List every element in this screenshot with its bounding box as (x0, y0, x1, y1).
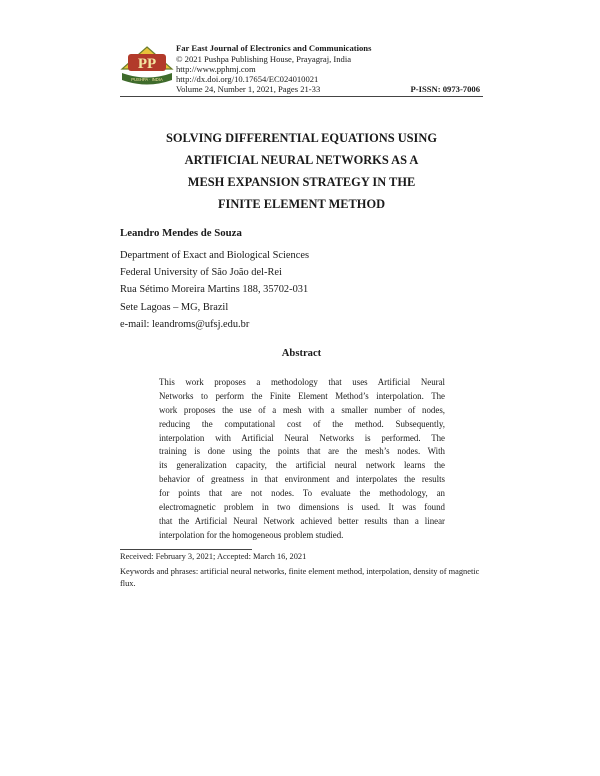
logo-letters: PP (137, 56, 157, 72)
abstract-line: interpolation with Artificial Neural Networks is performed. The (159, 432, 445, 443)
received-dates: Received: February 3, 2021; Accepted: March 16, 2021 (120, 552, 307, 561)
abstract-line: reducing the computational cost of the method. Subsequently, (159, 418, 445, 429)
publisher-logo (120, 46, 174, 88)
logo-ribbon: PUSHPA · INDIA (131, 77, 163, 82)
abstract-line: behavior of greatness in that environment and interpolates the results (159, 474, 445, 485)
copyright: © 2021 Pushpa Publishing House, Prayagraj, India (176, 54, 352, 64)
abstract-heading: Abstract (281, 348, 322, 359)
abstract-line: This work proposes a methodology that uses Artificial Neural (159, 377, 445, 387)
title-line: MESH EXPANSION STRATEGY IN THE (187, 175, 416, 189)
affiliation-line: Department of Exact and Biological Sciences (120, 250, 309, 261)
affiliation-line: Rua Sétimo Moreira Martins 188, 35702-031 (120, 284, 309, 296)
header-divider (120, 96, 483, 97)
abstract-line: Networks to perform the Finite Element Method’s interpolation. The (159, 390, 445, 401)
paper-title (120, 127, 483, 215)
title-line: FINITE ELEMENT METHOD (217, 197, 386, 211)
email-link[interactable]: e-mail: leandroms@ufsj.edu.br (120, 318, 250, 330)
volume-info: Volume 24, Number 1, 2021, Pages 21-33 (176, 84, 321, 94)
abstract-line: electromagnetic problem in two dimensions is used. It was found (159, 502, 445, 513)
title-line: SOLVING DIFFERENTIAL EQUATIONS USING (166, 131, 437, 145)
journal-name: Far East Journal of Electronics and Communications (176, 43, 372, 53)
affiliation (120, 247, 309, 333)
abstract-line: its generalization capacity, the artificial neural network learns the (159, 460, 445, 471)
affiliation-line: Sete Lagoas – MG, Brazil (120, 301, 229, 313)
abstract-line: that the Artificial Neural Network achieved better results than a linear (159, 515, 445, 526)
author-name: Leandro Mendes de Souza (120, 227, 242, 239)
abstract-line: interpolation for the homogeneous problem studied. (159, 529, 344, 540)
doi-link[interactable]: http://dx.doi.org/10.17654/EC024010021 (176, 74, 319, 84)
affiliation-line: Federal University of São João del-Rei (120, 267, 282, 279)
abstract-line: training is done using the points that are the mesh’s nodes. With (159, 446, 445, 457)
abstract-body (159, 376, 445, 543)
keywords: Keywords and phrases: artificial neural networks, finite element method, interpolation, density of magnetic flux. (120, 567, 480, 589)
title-line: ARTIFICIAL NEURAL NETWORKS AS A (184, 153, 419, 167)
issn: P-ISSN: 0973-7006 (410, 84, 480, 94)
abstract-line: for points that are not nodes. To evaluate the methodology, an (159, 488, 445, 499)
footnote-divider (120, 549, 252, 550)
abstract-line: work proposes the use of a mesh with a smaller number of nodes, (159, 404, 445, 415)
journal-url-link[interactable]: http://www.pphmj.com (176, 64, 256, 74)
